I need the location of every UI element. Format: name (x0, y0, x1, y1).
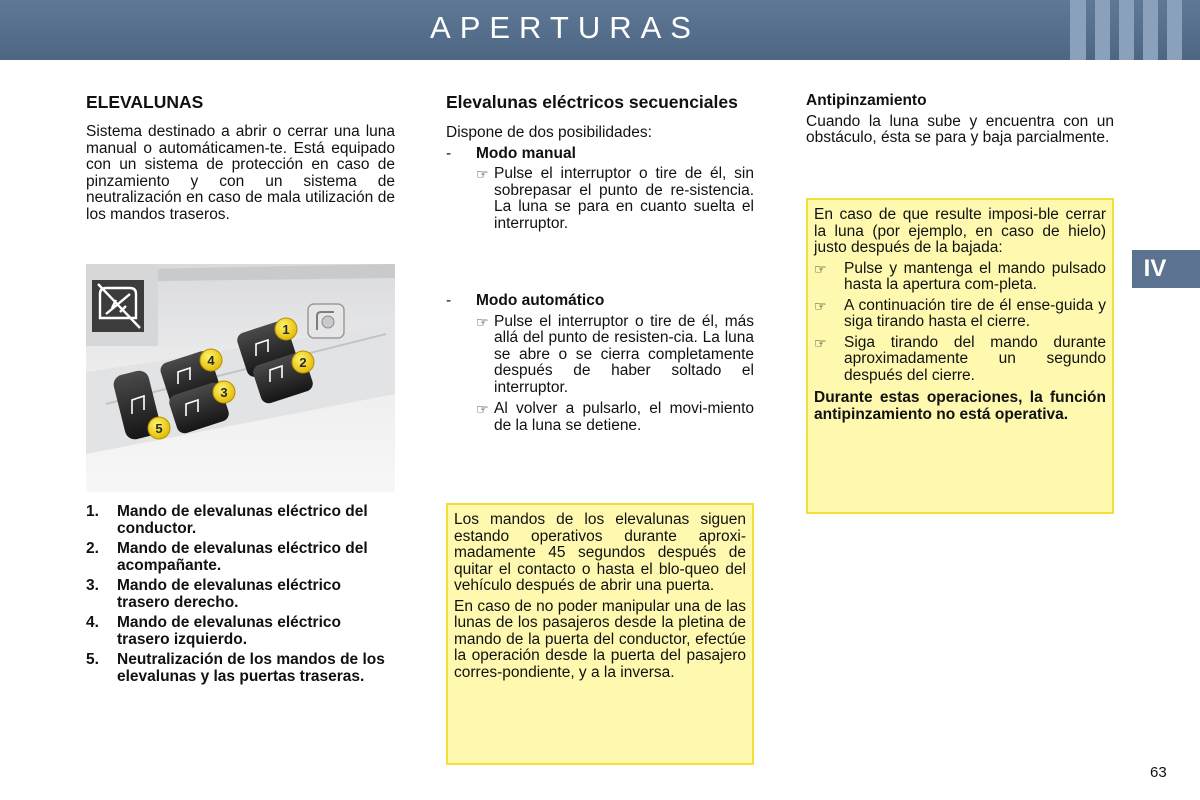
column-antipinzamiento (806, 93, 1114, 147)
list-item: ☞ Al volver a pulsarlo, el movi-miento de la luna se detiene. (476, 400, 754, 434)
window-controls-photo (86, 264, 395, 492)
mode-manual: - Modo manual (446, 144, 576, 162)
column-elevalunas (86, 93, 395, 223)
list-item: ☞ A continuación tire de él ense-guida y siga tirando hasta el cierre. (814, 296, 1106, 330)
list-item: 5. Neutralización de los mandos de los elevalunas y las puertas traseras. (86, 651, 385, 685)
mode-manual-label: Modo manual (476, 144, 576, 162)
note-box-mandos (446, 503, 754, 765)
mode-automatico: - Modo automático (446, 292, 605, 309)
control-legend-list (86, 504, 396, 689)
photo-label-1: 1 (282, 322, 290, 337)
list-item: 2. Mando de elevalunas eléctrico del acompañante. (86, 540, 368, 574)
list-item: ☞ Siga tirando del mando durante aproximadamente un segundo después del cierre. (814, 333, 1106, 384)
pointing-hand-icon: ☞ (814, 297, 827, 314)
photo-label-4: 4 (207, 353, 215, 368)
section-title-elevalunas: ELEVALUNAS (86, 92, 204, 112)
photo-label-3: 3 (220, 385, 228, 400)
section-title-antipinzamiento: Antipinzamiento (806, 92, 927, 109)
photo-label-5: 5 (155, 421, 163, 436)
pointing-hand-icon: ☞ (476, 401, 489, 417)
column-secuenciales (446, 93, 754, 434)
chapter-tab: IV (1132, 250, 1200, 288)
note-intro: En caso de que resulte imposi-ble cerrar la luna (por ejemplo, en caso de hielo) justo después de la bajada: (814, 206, 1106, 256)
page-title: APERTURAS (430, 10, 700, 45)
list-item: ☞ Pulse y mantenga el mando pulsado hasta la apertura com-pleta. (814, 259, 1106, 293)
pointing-hand-icon: ☞ (814, 334, 827, 351)
mode-automatico-label: Modo automático (476, 292, 605, 309)
section-title-secuenciales: Elevalunas eléctricos secuenciales (446, 92, 738, 112)
header-stripes (1070, 0, 1182, 60)
page-number: 63 (1150, 764, 1167, 781)
secuenciales-intro: Dispone de dos posibilidades: (446, 124, 652, 141)
list-item: 4. Mando de elevalunas eléctrico trasero izquierdo. (86, 614, 341, 648)
pointing-hand-icon: ☞ (814, 260, 827, 277)
list-item: 3. Mando de elevalunas eléctrico trasero derecho. (86, 577, 341, 611)
pointing-hand-icon: ☞ (476, 313, 489, 330)
list-item: ☞ Pulse el interruptor o tire de él, sin sobrepasar el punto de re-sistencia. La luna se para en cuanto suelta el interruptor. (476, 165, 754, 232)
note-paragraph: Los mandos de los elevalunas siguen estando operativos durante aproxi-madamente 45 segundos después de quitar el contacto o hasta el blo-queo del vehículo después de abrir una puerta. (454, 511, 746, 594)
page-header (0, 0, 1200, 60)
photo-label-2: 2 (299, 355, 307, 370)
note-warning: Durante estas operaciones, la función antipinzamiento no está operativa. (814, 389, 1106, 423)
pointing-hand-icon: ☞ (476, 166, 489, 182)
elevalunas-intro: Sistema destinado a abrir o cerrar una luna manual o automáticamen-te. Está equipado con un sistema de protección en caso de pinzamiento y con un sistema de neutralización en caso de mala utilización de los mandos traseros. (86, 123, 395, 223)
note-box-antipinzamiento (806, 198, 1114, 514)
antipinzamiento-text: Cuando la luna sube y encuentra con un obstáculo, ésta se para y baja parcialmente. (806, 112, 1114, 146)
note-paragraph: En caso de no poder manipular una de las lunas de los pasajeros desde la pletina de mando de la puerta del conductor, efectúe la operación desde la puerta del pasajero corres-pondiente, y a la inversa. (454, 597, 746, 681)
list-item: ☞ Pulse el interruptor o tire de él, más allá del punto de resisten-cia. La luna se abre o se cierra completamente después de haber soltado el interruptor. (476, 312, 754, 396)
list-item: 1. Mando de elevalunas eléctrico del conductor. (86, 503, 368, 537)
